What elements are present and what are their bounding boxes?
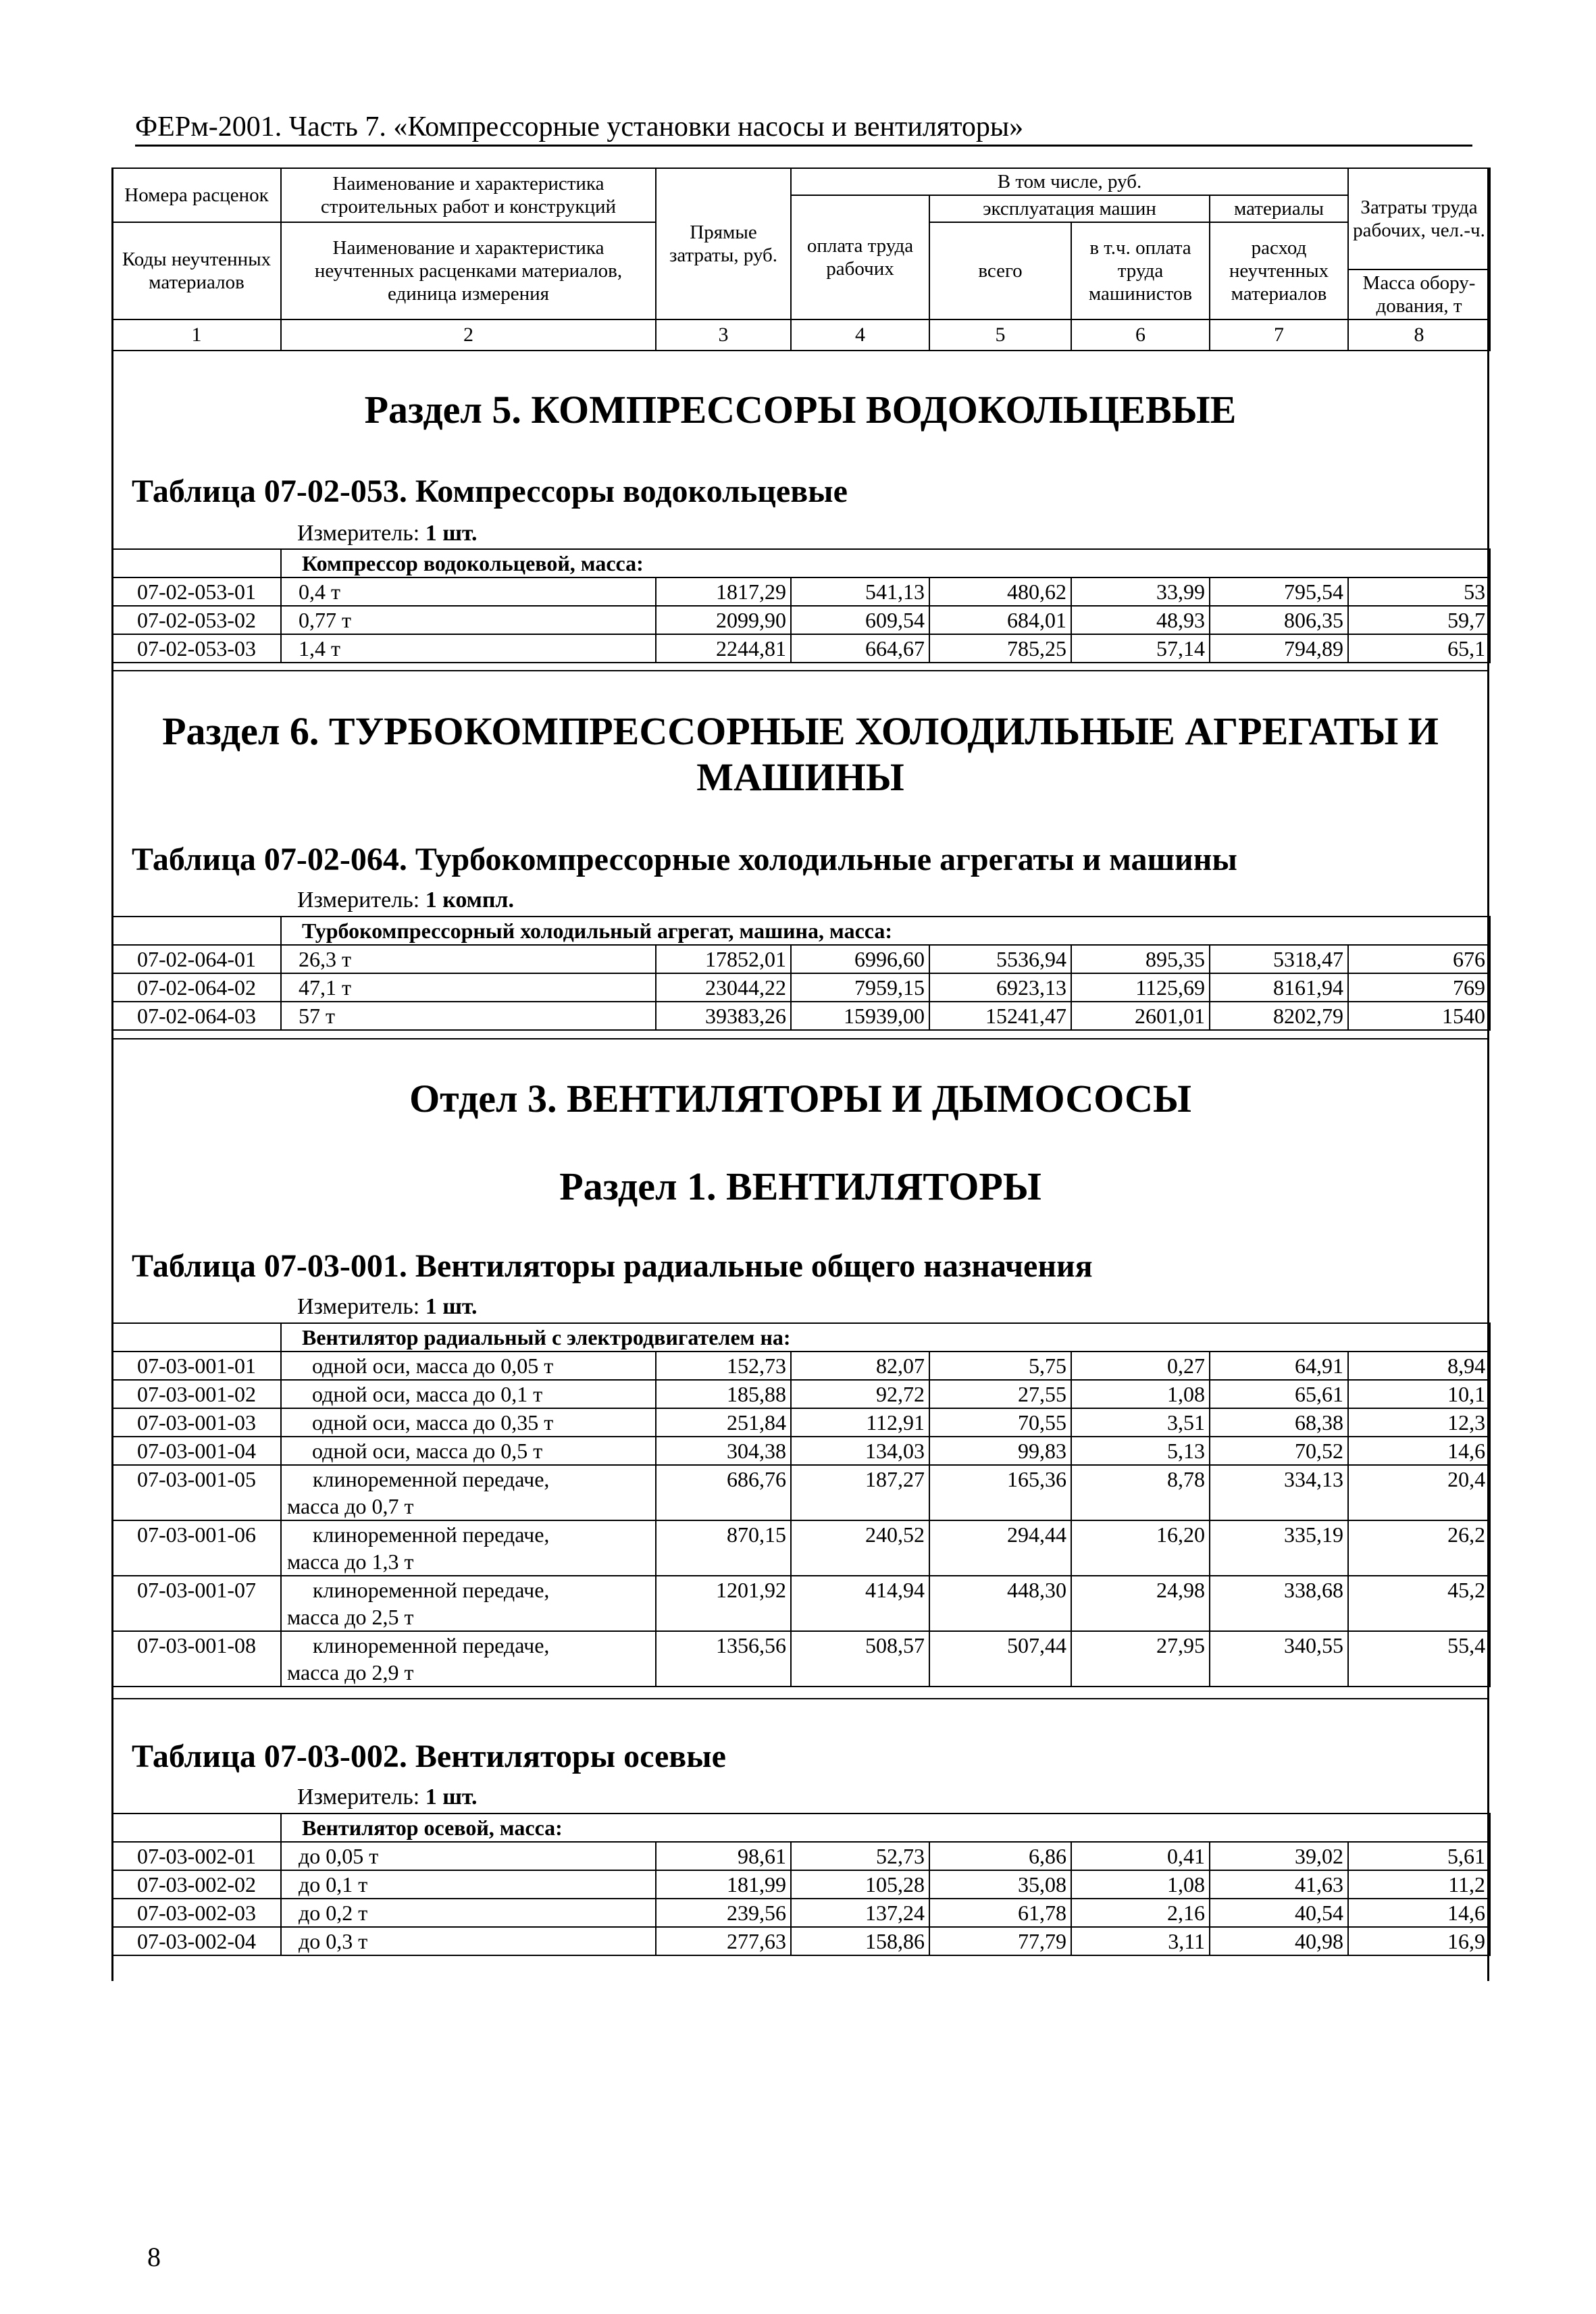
row-direct: 304,38 — [656, 1437, 791, 1465]
row-materials: 5318,47 — [1210, 945, 1348, 973]
meter — [297, 520, 478, 547]
row-hours: 8,94 — [1348, 1352, 1490, 1380]
table-row — [112, 1520, 1490, 1576]
meter — [297, 1784, 478, 1811]
row-name: 26,3 т — [281, 945, 656, 973]
section-title-line2: МАШИНЫ — [696, 755, 904, 799]
col-number: 6 — [1071, 319, 1210, 351]
row-hours: 55,4 — [1348, 1631, 1490, 1687]
row-name-line2: масса до 2,5 т — [287, 1605, 414, 1629]
row-machines: 99,83 — [929, 1437, 1071, 1465]
row-materials: 340,55 — [1210, 1631, 1348, 1687]
row-name — [281, 1520, 656, 1576]
column-header-table — [111, 168, 1491, 351]
row-direct: 152,73 — [656, 1352, 791, 1380]
row-code: 07-03-002-02 — [112, 1870, 281, 1899]
row-hours: 59,7 — [1348, 606, 1490, 634]
row-hours: 11,2 — [1348, 1870, 1490, 1899]
row-hours: 45,2 — [1348, 1576, 1490, 1631]
row-hours: 14,6 — [1348, 1437, 1490, 1465]
row-name: одной оси, масса до 0,1 т — [281, 1380, 656, 1408]
col-number: 3 — [656, 319, 791, 351]
row-machines: 5536,94 — [929, 945, 1071, 973]
page-frame — [111, 168, 1489, 1981]
col-direct: Прямые затраты, руб. — [656, 168, 791, 319]
meter-label: Измеритель: — [297, 1784, 426, 1809]
col-name-top: Наименование и характеристика строительных работ и конструкций — [281, 168, 656, 222]
row-hours: 14,6 — [1348, 1899, 1490, 1927]
row-materials: 794,89 — [1210, 634, 1348, 663]
row-materials: 8161,94 — [1210, 973, 1348, 1002]
row-machines-labor: 1,08 — [1071, 1870, 1210, 1899]
col-number: 8 — [1348, 319, 1490, 351]
meter-value: 1 компл. — [425, 888, 515, 912]
row-direct: 39383,26 — [656, 1002, 791, 1030]
row-direct: 98,61 — [656, 1842, 791, 1870]
meter-value: 1 шт. — [425, 1784, 478, 1809]
col-name-bottom: Наименование и характеристика неучтенных расценками материалов, единица измерения — [281, 222, 656, 319]
table-title: Таблица 07-03-002. Вентиляторы осевые — [132, 1739, 726, 1774]
col-group-header: В том числе, руб. — [791, 168, 1348, 195]
row-machines: 15241,47 — [929, 1002, 1071, 1030]
col-machines-labor: в т.ч. оплата труда машинистов — [1071, 222, 1210, 319]
meter — [297, 887, 514, 914]
col-machines-total: всего — [929, 222, 1071, 319]
row-name — [281, 1465, 656, 1520]
row-labor: 105,28 — [791, 1870, 929, 1899]
row-name: 57 т — [281, 1002, 656, 1030]
row-machines: 480,62 — [929, 577, 1071, 606]
row-code: 07-02-064-02 — [112, 973, 281, 1002]
row-name: 0,77 т — [281, 606, 656, 634]
row-code: 07-03-002-01 — [112, 1842, 281, 1870]
row-code: 07-02-064-03 — [112, 1002, 281, 1030]
row-code: 07-03-002-04 — [112, 1927, 281, 1955]
col-machines-header: эксплуатация машин — [929, 195, 1210, 222]
row-machines: 448,30 — [929, 1576, 1071, 1631]
table-row — [112, 1870, 1490, 1899]
col-number: 1 — [112, 319, 281, 351]
row-direct: 17852,01 — [656, 945, 791, 973]
row-machines-labor: 57,14 — [1071, 634, 1210, 663]
table-row — [112, 1002, 1490, 1030]
row-direct: 1356,56 — [656, 1631, 791, 1687]
meter-label: Измеритель: — [297, 521, 426, 546]
col-labor: оплата труда рабочих — [791, 195, 929, 319]
row-labor: 7959,15 — [791, 973, 929, 1002]
col-materials-header: материалы — [1210, 195, 1348, 222]
table-row — [112, 1631, 1490, 1687]
row-name: до 0,3 т — [281, 1927, 656, 1955]
row-machines-labor: 895,35 — [1071, 945, 1210, 973]
row-hours: 5,61 — [1348, 1842, 1490, 1870]
row-machines-labor: 0,27 — [1071, 1352, 1210, 1380]
row-materials: 65,61 — [1210, 1380, 1348, 1408]
table-row — [112, 945, 1490, 973]
meter-value: 1 шт. — [425, 521, 478, 546]
row-name: до 0,2 т — [281, 1899, 656, 1927]
row-direct: 277,63 — [656, 1927, 791, 1955]
table-row — [112, 973, 1490, 1002]
col-hours: Затраты труда рабочих, чел.-ч. — [1348, 168, 1490, 269]
row-labor: 541,13 — [791, 577, 929, 606]
row-direct: 23044,22 — [656, 973, 791, 1002]
row-name-line2: масса до 2,9 т — [287, 1660, 414, 1685]
table-row — [112, 1899, 1490, 1927]
row-labor: 158,86 — [791, 1927, 929, 1955]
row-code: 07-02-064-01 — [112, 945, 281, 973]
row-name: одной оси, масса до 0,35 т — [281, 1408, 656, 1437]
row-hours: 16,9 — [1348, 1927, 1490, 1955]
section-divider — [111, 1698, 1489, 1699]
table-row — [112, 1927, 1490, 1955]
col-materials-use: расход неучтенных материалов — [1210, 222, 1348, 319]
row-name: 0,4 т — [281, 577, 656, 606]
row-machines: 70,55 — [929, 1408, 1071, 1437]
row-machines: 165,36 — [929, 1465, 1071, 1520]
row-labor: 414,94 — [791, 1576, 929, 1631]
data-table-07-02-064 — [111, 916, 1491, 1031]
row-materials: 334,13 — [1210, 1465, 1348, 1520]
col-number: 4 — [791, 319, 929, 351]
row-machines-labor: 2,16 — [1071, 1899, 1210, 1927]
table-row — [112, 634, 1490, 663]
row-name-line1: клиноременной передаче, — [313, 1522, 550, 1547]
row-direct: 251,84 — [656, 1408, 791, 1437]
row-code: 07-02-053-01 — [112, 577, 281, 606]
meter-label: Измеритель: — [297, 1294, 426, 1319]
row-materials: 64,91 — [1210, 1352, 1348, 1380]
row-materials: 40,98 — [1210, 1927, 1348, 1955]
table-row — [112, 1380, 1490, 1408]
row-name-line2: масса до 0,7 т — [287, 1494, 414, 1518]
table-row — [112, 1408, 1490, 1437]
row-materials: 8202,79 — [1210, 1002, 1348, 1030]
row-machines-labor: 24,98 — [1071, 1576, 1210, 1631]
table-title: Таблица 07-02-053. Компрессоры водокольцевые — [132, 473, 848, 509]
row-labor: 6996,60 — [791, 945, 929, 973]
table-row — [112, 1352, 1490, 1380]
group-label: Вентилятор осевой, масса: — [281, 1814, 1490, 1842]
meter-value: 1 шт. — [425, 1294, 478, 1319]
row-materials: 806,35 — [1210, 606, 1348, 634]
row-code: 07-03-001-03 — [112, 1408, 281, 1437]
row-name-line1: клиноременной передаче, — [313, 1633, 550, 1657]
row-materials: 338,68 — [1210, 1576, 1348, 1631]
row-name — [281, 1576, 656, 1631]
row-code: 07-03-001-02 — [112, 1380, 281, 1408]
col-mass: Масса обору-дования, т — [1348, 269, 1490, 319]
row-materials: 335,19 — [1210, 1520, 1348, 1576]
row-labor: 92,72 — [791, 1380, 929, 1408]
row-code: 07-03-001-08 — [112, 1631, 281, 1687]
row-direct: 239,56 — [656, 1899, 791, 1927]
col-codes-top: Номера расценок — [112, 168, 281, 222]
row-labor: 52,73 — [791, 1842, 929, 1870]
row-machines-labor: 8,78 — [1071, 1465, 1210, 1520]
row-labor: 15939,00 — [791, 1002, 929, 1030]
row-direct: 686,76 — [656, 1465, 791, 1520]
section-divider — [111, 670, 1489, 671]
row-machines-labor: 0,41 — [1071, 1842, 1210, 1870]
table-row — [112, 577, 1490, 606]
row-code: 07-03-002-03 — [112, 1899, 281, 1927]
row-machines-labor: 27,95 — [1071, 1631, 1210, 1687]
row-name: 47,1 т — [281, 973, 656, 1002]
row-labor: 137,24 — [791, 1899, 929, 1927]
row-labor: 664,67 — [791, 634, 929, 663]
row-machines-labor: 1,08 — [1071, 1380, 1210, 1408]
page-number: 8 — [147, 2242, 161, 2272]
row-hours: 20,4 — [1348, 1465, 1490, 1520]
row-hours: 53 — [1348, 577, 1490, 606]
row-machines: 77,79 — [929, 1927, 1071, 1955]
row-materials: 68,38 — [1210, 1408, 1348, 1437]
row-hours: 676 — [1348, 945, 1490, 973]
row-hours: 10,1 — [1348, 1380, 1490, 1408]
row-machines-labor: 48,93 — [1071, 606, 1210, 634]
row-machines-labor: 1125,69 — [1071, 973, 1210, 1002]
group-label: Компрессор водокольцевой, масса: — [281, 549, 1490, 577]
department-title: Отдел 3. ВЕНТИЛЯТОРЫ И ДЫМОСОСЫ — [409, 1077, 1191, 1121]
table-row — [112, 606, 1490, 634]
row-machines: 5,75 — [929, 1352, 1071, 1380]
row-machines: 35,08 — [929, 1870, 1071, 1899]
row-name — [281, 1631, 656, 1687]
row-machines-labor: 33,99 — [1071, 577, 1210, 606]
row-materials: 795,54 — [1210, 577, 1348, 606]
row-code: 07-02-053-03 — [112, 634, 281, 663]
row-name: одной оси, масса до 0,5 т — [281, 1437, 656, 1465]
table-title: Таблица 07-02-064. Турбокомпрессорные холодильные агрегаты и машины — [132, 842, 1237, 877]
meter — [297, 1293, 478, 1320]
table-row — [112, 1576, 1490, 1631]
row-machines-labor: 2601,01 — [1071, 1002, 1210, 1030]
row-hours: 65,1 — [1348, 634, 1490, 663]
row-materials: 40,54 — [1210, 1899, 1348, 1927]
row-hours: 1540 — [1348, 1002, 1490, 1030]
row-labor: 112,91 — [791, 1408, 929, 1437]
group-label: Турбокомпрессорный холодильный агрегат, машина, масса: — [281, 917, 1490, 945]
section-title: Раздел 6. ТУРБОКОМПРЕССОРНЫЕ ХОЛОДИЛЬНЫЕ АГРЕГАТЫ И — [162, 709, 1439, 753]
row-labor: 240,52 — [791, 1520, 929, 1576]
running-header: ФЕРм-2001. Часть 7. «Компрессорные установки насосы и вентиляторы» — [135, 111, 1024, 143]
row-name: до 0,1 т — [281, 1870, 656, 1899]
section-title: Раздел 1. ВЕНТИЛЯТОРЫ — [559, 1164, 1041, 1208]
row-hours: 769 — [1348, 973, 1490, 1002]
row-name: до 0,05 т — [281, 1842, 656, 1870]
row-machines: 294,44 — [929, 1520, 1071, 1576]
row-direct: 185,88 — [656, 1380, 791, 1408]
section-divider — [111, 1038, 1489, 1039]
row-name: 1,4 т — [281, 634, 656, 663]
row-machines: 6923,13 — [929, 973, 1071, 1002]
row-code: 07-02-053-02 — [112, 606, 281, 634]
table-title: Таблица 07-03-001. Вентиляторы радиальные общего назначения — [132, 1248, 1093, 1284]
row-code: 07-03-001-01 — [112, 1352, 281, 1380]
row-machines-labor: 5,13 — [1071, 1437, 1210, 1465]
row-machines: 507,44 — [929, 1631, 1071, 1687]
row-name: одной оси, масса до 0,05 т — [281, 1352, 656, 1380]
table-row — [112, 1465, 1490, 1520]
row-code: 07-03-001-04 — [112, 1437, 281, 1465]
row-direct: 1201,92 — [656, 1576, 791, 1631]
row-materials: 70,52 — [1210, 1437, 1348, 1465]
group-label: Вентилятор радиальный с электродвигателем на: — [281, 1323, 1490, 1352]
row-hours: 26,2 — [1348, 1520, 1490, 1576]
row-machines-labor: 3,51 — [1071, 1408, 1210, 1437]
row-direct: 181,99 — [656, 1870, 791, 1899]
row-labor: 134,03 — [791, 1437, 929, 1465]
row-code: 07-03-001-05 — [112, 1465, 281, 1520]
data-table-07-03-002 — [111, 1813, 1491, 1956]
header-rule — [135, 145, 1472, 147]
section-title: Раздел 5. КОМПРЕССОРЫ ВОДОКОЛЬЦЕВЫЕ — [364, 388, 1237, 432]
row-direct: 2099,90 — [656, 606, 791, 634]
table-row — [112, 1437, 1490, 1465]
row-machines: 61,78 — [929, 1899, 1071, 1927]
row-labor: 609,54 — [791, 606, 929, 634]
row-materials: 39,02 — [1210, 1842, 1348, 1870]
row-name-line1: клиноременной передаче, — [313, 1467, 550, 1491]
row-machines: 684,01 — [929, 606, 1071, 634]
row-hours: 12,3 — [1348, 1408, 1490, 1437]
row-machines: 27,55 — [929, 1380, 1071, 1408]
row-code: 07-03-001-07 — [112, 1576, 281, 1631]
row-direct: 2244,81 — [656, 634, 791, 663]
row-machines: 6,86 — [929, 1842, 1071, 1870]
row-materials: 41,63 — [1210, 1870, 1348, 1899]
row-labor: 508,57 — [791, 1631, 929, 1687]
meter-label: Измеритель: — [297, 888, 426, 912]
data-table-07-03-001 — [111, 1322, 1491, 1687]
data-table-07-02-053 — [111, 548, 1491, 663]
row-machines-labor: 3,11 — [1071, 1927, 1210, 1955]
row-name-line1: клиноременной передаче, — [313, 1578, 550, 1602]
col-codes-bottom: Коды неучтенных материалов — [112, 222, 281, 319]
row-code: 07-03-001-06 — [112, 1520, 281, 1576]
col-number: 5 — [929, 319, 1071, 351]
col-number: 7 — [1210, 319, 1348, 351]
row-direct: 870,15 — [656, 1520, 791, 1576]
row-name-line2: масса до 1,3 т — [287, 1549, 414, 1574]
row-labor: 187,27 — [791, 1465, 929, 1520]
row-direct: 1817,29 — [656, 577, 791, 606]
table-row — [112, 1842, 1490, 1870]
row-machines: 785,25 — [929, 634, 1071, 663]
row-machines-labor: 16,20 — [1071, 1520, 1210, 1576]
col-number: 2 — [281, 319, 656, 351]
row-labor: 82,07 — [791, 1352, 929, 1380]
